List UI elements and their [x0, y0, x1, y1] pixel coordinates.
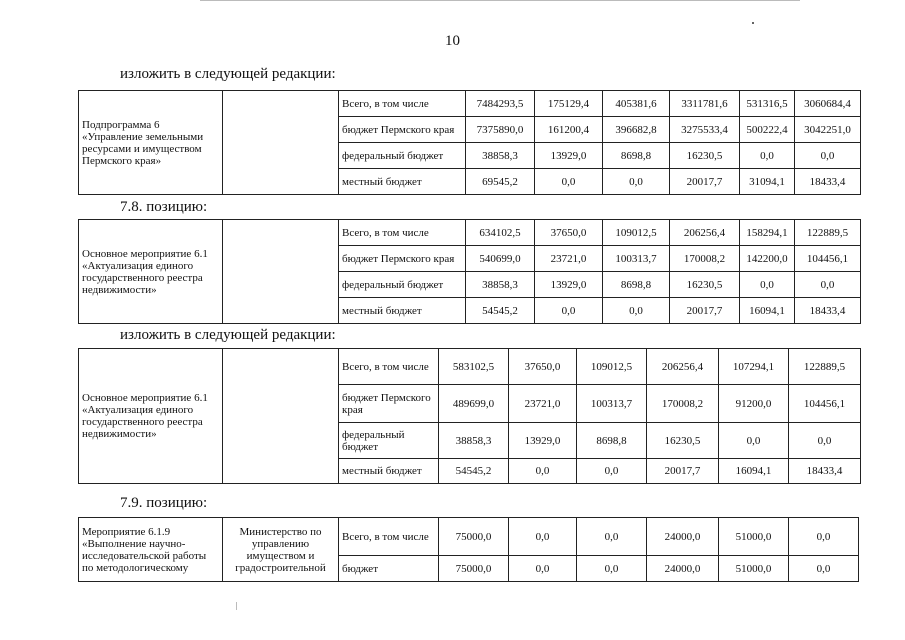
value-cell: 0,0 [509, 459, 577, 484]
scan-dot [752, 22, 754, 24]
funding-source: местный бюджет [339, 169, 466, 195]
value-cell: 142200,0 [740, 246, 795, 272]
value-cell: 170008,2 [647, 385, 719, 423]
value-cell: 8698,8 [603, 272, 670, 298]
value-cell: 18433,4 [789, 459, 861, 484]
table-row [79, 349, 861, 385]
value-cell: 51000,0 [719, 556, 789, 582]
value-cell: 158294,1 [740, 220, 795, 246]
value-cell: 69545,2 [466, 169, 535, 195]
value-cell: 8698,8 [577, 423, 647, 459]
value-cell: 107294,1 [719, 349, 789, 385]
value-cell: 38858,3 [466, 143, 535, 169]
value-cell: 3042251,0 [795, 117, 861, 143]
value-cell: 18433,4 [795, 169, 861, 195]
value-cell: 24000,0 [647, 518, 719, 556]
table-main-event-6-1-new [78, 348, 861, 484]
value-cell: 100313,7 [603, 246, 670, 272]
value-cell: 500222,4 [740, 117, 795, 143]
value-cell: 16094,1 [719, 459, 789, 484]
value-cell: 7484293,5 [466, 91, 535, 117]
value-cell: 0,0 [789, 423, 861, 459]
value-cell: 405381,6 [603, 91, 670, 117]
top-edge-rule [200, 0, 800, 1]
value-cell: 3311781,6 [670, 91, 740, 117]
heading-new-edition-2: изложить в следующей редакции: [120, 327, 336, 343]
value-cell: 122889,5 [789, 349, 861, 385]
value-cell: 20017,7 [647, 459, 719, 484]
value-cell: 583102,5 [439, 349, 509, 385]
value-cell: 8698,8 [603, 143, 670, 169]
value-cell: 91200,0 [719, 385, 789, 423]
value-cell: 0,0 [577, 556, 647, 582]
value-cell: 531316,5 [740, 91, 795, 117]
funding-source: местный бюджет [339, 298, 466, 324]
funding-source: Всего, в том числе [339, 518, 439, 556]
value-cell: 31094,1 [740, 169, 795, 195]
value-cell: 396682,8 [603, 117, 670, 143]
value-cell: 0,0 [795, 143, 861, 169]
value-cell: 122889,5 [795, 220, 861, 246]
value-cell: 7375890,0 [466, 117, 535, 143]
value-cell: 24000,0 [647, 556, 719, 582]
value-cell: 23721,0 [535, 246, 603, 272]
value-cell: 0,0 [740, 143, 795, 169]
value-cell: 75000,0 [439, 518, 509, 556]
value-cell: 16230,5 [670, 143, 740, 169]
value-cell: 0,0 [603, 169, 670, 195]
value-cell: 161200,4 [535, 117, 603, 143]
value-cell: 540699,0 [466, 246, 535, 272]
value-cell: 20017,7 [670, 298, 740, 324]
value-cell: 0,0 [740, 272, 795, 298]
value-cell: 23721,0 [509, 385, 577, 423]
value-cell: 0,0 [535, 169, 603, 195]
funding-source: бюджет [339, 556, 439, 582]
value-cell: 206256,4 [670, 220, 740, 246]
value-cell: 0,0 [603, 298, 670, 324]
table-row [79, 518, 859, 556]
table-row [79, 91, 861, 117]
funding-source: федеральный бюджет [339, 423, 439, 459]
table-subprogram-6 [78, 90, 861, 195]
value-cell: 38858,3 [466, 272, 535, 298]
value-cell: 0,0 [577, 459, 647, 484]
program-label: Основное мероприятие 6.1 «Актуализация единого государственного реестра недвижимости» [79, 220, 223, 324]
value-cell: 634102,5 [466, 220, 535, 246]
value-cell: 109012,5 [603, 220, 670, 246]
value-cell: 75000,0 [439, 556, 509, 582]
value-cell: 100313,7 [577, 385, 647, 423]
heading-position-7-9: 7.9. позицию: [120, 495, 208, 511]
value-cell: 13929,0 [509, 423, 577, 459]
funding-source: бюджет Пермского края [339, 117, 466, 143]
executor-cell: Министерство по управлению имуществом и градостроительной [223, 518, 339, 582]
funding-source: Всего, в том числе [339, 91, 466, 117]
value-cell: 0,0 [535, 298, 603, 324]
table-row [79, 220, 861, 246]
value-cell: 0,0 [509, 518, 577, 556]
value-cell: 38858,3 [439, 423, 509, 459]
value-cell: 3060684,4 [795, 91, 861, 117]
funding-source: Всего, в том числе [339, 349, 439, 385]
value-cell: 170008,2 [670, 246, 740, 272]
executor-cell [223, 220, 339, 324]
value-cell: 37650,0 [509, 349, 577, 385]
value-cell: 20017,7 [670, 169, 740, 195]
value-cell: 104456,1 [789, 385, 861, 423]
value-cell: 18433,4 [795, 298, 861, 324]
executor-cell [223, 349, 339, 484]
value-cell: 0,0 [509, 556, 577, 582]
value-cell: 0,0 [577, 518, 647, 556]
value-cell: 0,0 [795, 272, 861, 298]
value-cell: 16094,1 [740, 298, 795, 324]
funding-source: Всего, в том числе [339, 220, 466, 246]
program-label: Подпрограмма 6 «Управление земельными ресурсами и имуществом Пермского края» [79, 91, 223, 195]
heading-new-edition: изложить в следующей редакции: [120, 66, 336, 82]
value-cell: 54545,2 [439, 459, 509, 484]
table-main-event-6-1-old [78, 219, 861, 324]
funding-source: бюджет Пермского края [339, 385, 439, 423]
funding-source: федеральный бюджет [339, 272, 466, 298]
value-cell: 16230,5 [670, 272, 740, 298]
value-cell: 13929,0 [535, 272, 603, 298]
value-cell: 0,0 [719, 423, 789, 459]
page-number: 10 [445, 33, 460, 49]
value-cell: 104456,1 [795, 246, 861, 272]
scan-mark [236, 602, 237, 610]
funding-source: местный бюджет [339, 459, 439, 484]
value-cell: 13929,0 [535, 143, 603, 169]
value-cell: 206256,4 [647, 349, 719, 385]
program-label: Мероприятие 6.1.9 «Выполнение научно-исследовательской работы по методологическому [79, 518, 223, 582]
funding-source: бюджет Пермского края [339, 246, 466, 272]
value-cell: 109012,5 [577, 349, 647, 385]
value-cell: 16230,5 [647, 423, 719, 459]
table-event-6-1-9 [78, 517, 859, 582]
value-cell: 37650,0 [535, 220, 603, 246]
value-cell: 0,0 [789, 556, 859, 582]
heading-position-7-8: 7.8. позицию: [120, 199, 208, 215]
executor-cell [223, 91, 339, 195]
value-cell: 3275533,4 [670, 117, 740, 143]
value-cell: 0,0 [789, 518, 859, 556]
value-cell: 51000,0 [719, 518, 789, 556]
value-cell: 489699,0 [439, 385, 509, 423]
program-label: Основное мероприятие 6.1 «Актуализация единого государственного реестра недвижимости» [79, 349, 223, 484]
value-cell: 175129,4 [535, 91, 603, 117]
funding-source: федеральный бюджет [339, 143, 466, 169]
value-cell: 54545,2 [466, 298, 535, 324]
